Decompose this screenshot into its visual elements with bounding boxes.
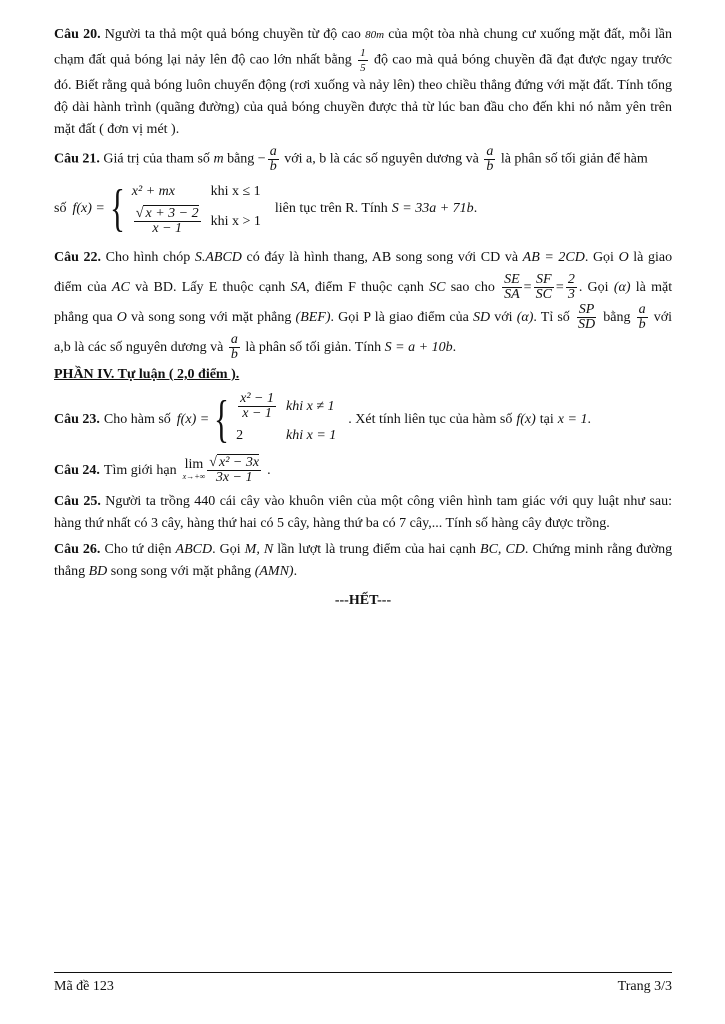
question-21-function: số f(x) = { x² + mx khi x ≤ 1 $\frac{√ x + 3 - 2}{x - 1}$ khi x > 1 liên tục trên R. Tính S = 33a + 71b . — [54, 178, 672, 239]
question-21: Câu 21. Giá trị của tham số m bằng − $\frac{a}{b}$ với a, b là các số nguyên dương và $\frac{a}{b}$ là phân số tối giản để hàm — [54, 144, 648, 174]
question-20: Câu 20. Người ta thả một quả bóng chuyền từ độ cao 80m của một tòa nhà chung cư xuống mặt đất, mỗi lần chạm đất quả bóng lại nảy lên độ cao lớn nhất bằng $\frac{1}{5}$ độ cao mà quả bóng chuyền đã đạt được ngay trước đó. Biết rằng quả bóng luôn chuyển động (rơi xuống và nảy lên) theo chiều thẳng đứng với mặt đất. Tính tổng độ dài hành trình (quãng đường) của quả bóng chuyền được thả từ lúc ban đầu cho đến khi nó nằm yên trên mặt đất ( đơn vị mét ). — [54, 27, 673, 137]
question-number: Câu 24. — [54, 462, 100, 478]
a-over-b: $\frac{a}{b}$ — [230, 332, 238, 363]
question-number: Câu 20. — [54, 27, 101, 42]
question-number: Câu 25. — [54, 494, 101, 509]
piecewise-cases: $\frac{\text{x² − 1}}{x - 1}$ khi x ≠ 1 2 khi x = 1 — [236, 391, 337, 443]
limit-fraction: $\frac{\text{√ x² − 3x}}{3x - 1}$ — [209, 455, 260, 485]
left-brace: { — [214, 390, 230, 448]
piecewise-cases: x² + mx khi x ≤ 1 $\frac{√ x + 3 - 2}{x - 1}$ khi x > 1 — [131, 184, 261, 236]
a-over-b: $\frac{a}{b}$ — [269, 144, 277, 174]
question-24: Câu 24. Tìm giới hạn lim x→+∞ $\frac{\text{√ x² − 3x}}{3x - 1}$ . — [54, 455, 271, 485]
se-over-sa: $\frac{SE}{SA}$ — [504, 272, 520, 303]
question-23: Câu 23. Cho hàm số f(x) = { $\frac{\text{x² − 1}}{x - 1}$ khi x ≠ 1 2 khi x = 1 . Xét tính liên tục của hàm số f(x) tại x = 1 . — [54, 389, 672, 450]
sf-over-sc: $\frac{SF}{SC}$ — [535, 272, 552, 303]
question-number: Câu 26. — [54, 542, 101, 557]
question-26: Câu 26. Cho tứ diện ABCD. Gọi M, N lần lượt là trung điểm của hai cạnh BC, CD. Chứng minh rằng đường thẳng BD song song với mặt phẳng (AMN). — [54, 542, 673, 579]
question-number: Câu 21. — [54, 151, 100, 167]
ratio-fraction: $\frac{1}{5}$ — [360, 47, 366, 74]
question-number: Câu 23. — [54, 411, 100, 427]
page-number: Trang 3/3 — [617, 979, 672, 994]
end-marker: ---HẾT--- — [334, 593, 392, 608]
left-brace: { — [109, 179, 125, 237]
exam-code: Mã đề 123 — [54, 979, 114, 994]
page-footer — [54, 972, 672, 995]
question-22: Câu 22. Cho hình chóp S.ABCD có đáy là hình thang, AB song song với CD và AB = 2CD. Gọi O là giao điểm của AC và BD. Lấy E thuộc cạnh SA, điểm F thuộc cạnh SC sao cho $\frac{SE}{SA}$ = $\frac{SF}{SC}$ = $\frac{2}{3}$ . Gọi (α) là mặt phẳng qua O và song song với mặt phẳng (BEF). Gọi P là giao điểm của SD với (α). Tỉ số $\frac{SP}{SD}$ bằng $\frac{a}{b}$ với a,b là các số nguyên dương và $\frac{a}{b}$ là phân số tối giản. Tính S = a + 10b. — [54, 250, 673, 363]
question-25: Câu 25. Người ta trồng 440 cái cây vào khuôn viên của một công viên hình tam giác với quy luật như sau: hàng thứ nhất có 3 cây, hàng thứ hai có 5 cây, hàng thứ ba có 7 cây,... Tính số hàng cây được trồng. — [54, 494, 673, 531]
sp-over-sd: $\frac{SP}{SD}$ — [577, 302, 596, 333]
limit-operator: lim x→+∞ — [182, 456, 206, 481]
question-number: Câu 22. — [54, 250, 101, 265]
a-over-b: $\frac{a}{b}$ — [486, 144, 494, 174]
two-thirds: $\frac{2}{3}$ — [567, 272, 575, 303]
part-4-heading: PHẦN IV. Tự luận ( 2,0 điểm ). — [54, 367, 240, 382]
a-over-b: $\frac{a}{b}$ — [638, 302, 646, 333]
page-content — [54, 24, 672, 609]
